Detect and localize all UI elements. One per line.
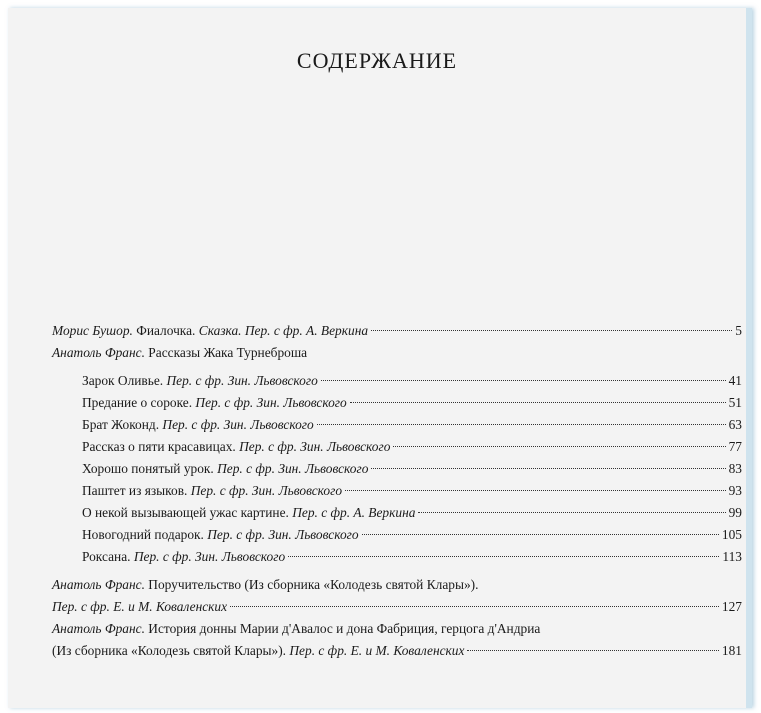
toc-title: Предание о сороке. <box>82 395 193 410</box>
toc-page: 5 <box>735 323 742 338</box>
toc-page: 99 <box>728 505 742 520</box>
toc-leader <box>467 650 718 651</box>
toc-note: Сказка. Пер. с фр. А. Веркина <box>198 323 369 338</box>
toc-title: Зарок Оливье. <box>82 373 164 388</box>
toc-title: История донны Марии д'Авалос и дона Фабриция, герцога д'Андриа <box>148 621 541 636</box>
toc-author: Морис Бушор. <box>52 323 133 338</box>
toc-leader <box>350 402 726 403</box>
toc-note: Пер. с фр. Зин. Львовского <box>190 483 343 498</box>
toc-page: 63 <box>728 417 742 432</box>
toc-title: Поручительство (Из сборника «Колодезь святой Клары»). <box>148 577 479 592</box>
page-title: СОДЕРЖАНИЕ <box>296 48 458 73</box>
toc-title: Рассказ о пяти красавицах. <box>82 439 236 454</box>
toc-leader <box>371 330 732 331</box>
toc-title: Фиалочка. <box>136 323 196 338</box>
toc-leader <box>371 468 725 469</box>
toc-note: Пер. с фр. Зин. Львовского <box>162 417 314 432</box>
toc-note: Пер. с фр. Зин. Львовского <box>217 461 369 476</box>
toc-entry <box>52 574 742 596</box>
toc-page: 51 <box>728 395 742 410</box>
toc-note: Пер. с фр. Е. и М. Коваленских <box>289 643 465 658</box>
toc-page: 83 <box>728 461 742 476</box>
toc-title: Хорошо понятый урок. <box>82 461 214 476</box>
toc-leader <box>362 534 719 535</box>
toc-leader <box>393 446 725 447</box>
toc-entry <box>52 502 742 524</box>
toc-entry <box>52 436 742 458</box>
toc-page: 93 <box>728 483 742 498</box>
toc-entry <box>52 596 742 618</box>
toc-leader <box>317 424 726 425</box>
toc-entry <box>52 342 742 364</box>
toc-entry <box>52 458 742 480</box>
toc-leader <box>418 512 725 513</box>
toc-entry <box>52 546 742 568</box>
toc-entry <box>52 524 742 546</box>
book-page <box>8 8 752 708</box>
toc-note: Пер. с фр. Зин. Львовского <box>166 373 318 388</box>
toc-entry <box>52 370 742 392</box>
toc-title: (Из сборника «Колодезь святой Клары»). <box>52 643 287 658</box>
toc-page: 41 <box>728 373 742 388</box>
toc-author: Анатоль Франс. <box>52 621 145 636</box>
toc-page: 113 <box>722 549 742 564</box>
toc-title: Роксана. <box>82 549 131 564</box>
toc-leader <box>321 380 726 381</box>
toc-title: Новогодний подарок. <box>82 527 204 542</box>
toc-title: О некой вызывающей ужас картине. <box>82 505 289 520</box>
toc-title: Брат Жоконд. <box>82 417 160 432</box>
toc-leader <box>230 606 719 607</box>
table-of-contents <box>52 320 742 662</box>
toc-page: 77 <box>728 439 742 454</box>
toc-note: Пер. с фр. Зин. Львовского <box>207 527 359 542</box>
toc-entry <box>52 320 742 342</box>
toc-note: Пер. с фр. Зин. Львовского <box>133 549 286 564</box>
toc-note: Пер. с фр. А. Веркина <box>292 505 416 520</box>
toc-note: Пер. с фр. Е. и М. Коваленских <box>52 599 228 614</box>
toc-entry <box>52 618 742 640</box>
toc-author: Анатоль Франс. <box>52 577 145 592</box>
toc-entry <box>52 640 742 662</box>
toc-author: Анатоль Франс. <box>52 345 145 360</box>
toc-leader <box>288 556 719 557</box>
toc-note: Пер. с фр. Зин. Львовского <box>195 395 347 410</box>
toc-leader <box>345 490 726 491</box>
toc-entry <box>52 414 742 436</box>
toc-entry <box>52 392 742 414</box>
toc-note: Пер. с фр. Зин. Львовского <box>239 439 391 454</box>
toc-entry <box>52 480 742 502</box>
toc-page: 127 <box>721 599 742 614</box>
toc-page: 181 <box>721 643 742 658</box>
toc-page: 105 <box>721 527 742 542</box>
toc-title: Рассказы Жака Турнеброша <box>148 345 308 360</box>
toc-title: Паштет из языков. <box>82 483 188 498</box>
